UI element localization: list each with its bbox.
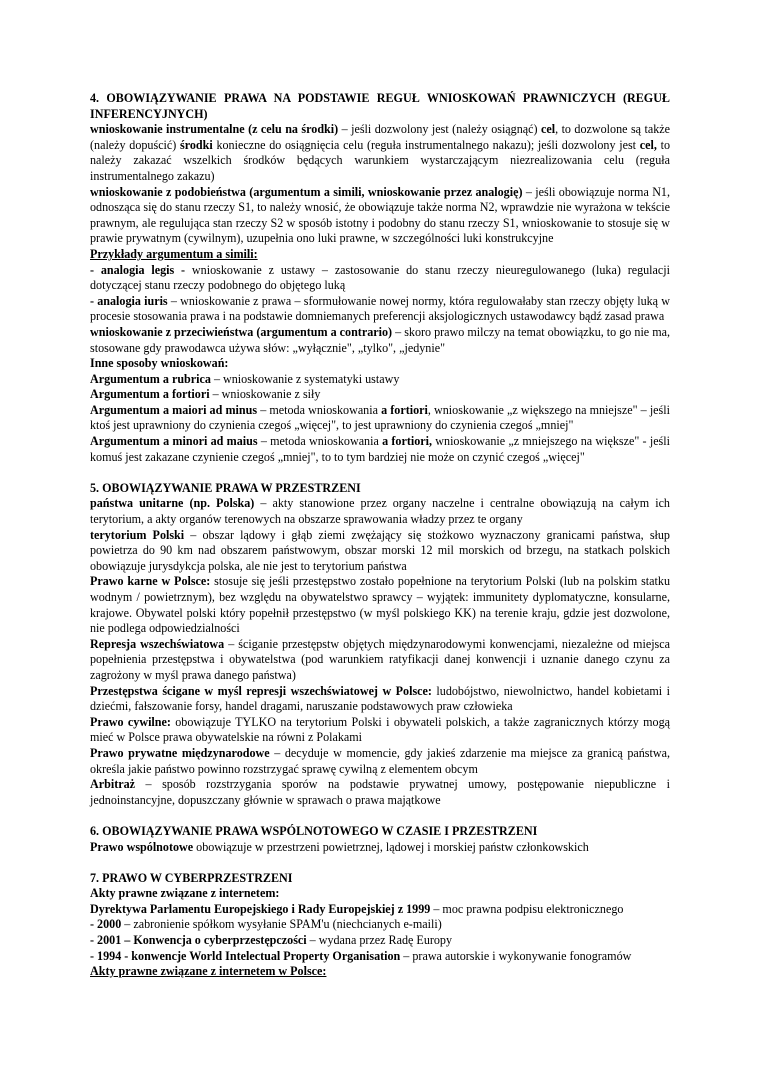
paragraph-arbitraz: Arbitraż – sposób rozstrzygania sporów na podstawie prywatnej umowy, postępowanie niepubliczne i jednoinstancyjne, dopuszczany głównie w sprawach o prawa majątkowe — [90, 777, 670, 807]
section-4-heading: 4. OBOWIĄZYWANIE PRAWA NA PODSTAWIE REGUŁ WNIOSKOWAŃ PRAWNICZYCH (REGUŁ INFERENCYJNYCH) — [90, 91, 670, 121]
paragraph-prawo-cywilne: Prawo cywilne: obowiązuje TYLKO na terytorium Polski i obywateli polskich, a także zagranicznych którzy mogą mieć w Polsce prawa obywatelskie na równi z Polakami — [90, 714, 670, 745]
other-methods-heading: Inne sposoby wnioskowań: — [90, 356, 229, 371]
term: Prawo prywatne międzynarodowe — [90, 745, 270, 760]
term: Argumentum a minori ad maius — [90, 434, 258, 449]
paragraph-prawo-prywatne: Prawo prywatne międzynarodowe – decyduje w momencie, gdy jakieś zdarzenie ma miejsce za granicą państwa, określa jakie państwo powinno rozstrzygać sprawę cywilną z elementem obcym — [90, 745, 670, 776]
paragraph-1994: - 1994 - konwencje World Intelectual Property Organisation – prawa autorskie i wykonywanie fonogramów — [90, 948, 632, 963]
section-spacer — [90, 808, 670, 824]
examples-heading: Przykłady argumentum a simili: — [90, 246, 258, 261]
paragraph-unitarne: państwa unitarne (np. Polska) – akty stanowione przez organy naczelne i centralne obowiązują na całym ich terytorium, a akty organów terenowych na obszarze sprawowania władzy przez te organy — [90, 496, 670, 527]
paragraph-2000: - 2000 – zabronienie spółkom wysyłanie SPAM'u (niechcianych e-maili) — [90, 917, 442, 932]
internet-acts-heading: Akty prawne związane z internetem: — [90, 886, 280, 901]
paragraph-fortiori: Argumentum a fortiori – wnioskowanie z siły — [90, 387, 321, 402]
paragraph-analogia-iuris: - analogia iuris – wnioskowanie z prawa – sformułowanie nowej normy, która regulowałaby stan rzeczy objęty luką w procesie stosowania prawa i na podstawie domniemanych preferencji aksjologicznych ustawodawcy bądź zasad prawa — [90, 293, 670, 324]
term: terytorium Polski — [90, 527, 185, 542]
section-spacer — [90, 855, 670, 871]
paragraph-represja: Represja wszechświatowa – ściganie przestępstw objętych międzynarodowymi konwencjami, niezależne od miejsca popełnienia przestępstwa i obywatelstwa (pod warunkiem ratyfikacji danej konwencji i uznanie danego czynu za zagrożony w myśl prawa danego państwa) — [90, 636, 670, 682]
term: Arbitraż — [90, 777, 135, 792]
paragraph-terytorium: terytorium Polski – obszar lądowy i głąb ziemi zwężający się stożkowo wyznaczony granicami państwa, słup powietrza do 90 km nad obszarem państwowym, obszar morski 12 mil morskich od brzegu, na statkach polskich obowiązuje jurysdykcja polska, ale nie jest to terytorium państwa — [90, 527, 670, 573]
paragraph-analogia-legis: - analogia legis - wnioskowanie z ustawy – zastosowanie do stanu rzeczy nieuregulowanego (luka) regulacji dotyczącej stanu rzeczy podobnego do objętego luką — [90, 262, 670, 293]
term: - 1994 - konwencje World Intelectual Property Organisation — [90, 948, 401, 963]
section-5-heading: 5. OBOWIĄZYWANIE PRAWA W PRZESTRZENI — [90, 480, 361, 495]
term: Argumentum a rubrica — [90, 371, 211, 386]
section-6-heading: 6. OBOWIĄZYWANIE PRAWA WSPÓLNOTOWEGO W CZASIE I PRZESTRZENI — [90, 823, 538, 838]
term: wnioskowanie instrumentalne (z celu na środki) — [90, 122, 339, 137]
paragraph-rubrica: Argumentum a rubrica – wnioskowanie z systematyki ustawy — [90, 371, 400, 386]
term: Argumentum a maiori ad minus — [90, 402, 258, 417]
term: Represja wszechświatowa — [90, 636, 225, 651]
document-page — [90, 91, 670, 980]
term: Argumentum a fortiori — [90, 387, 210, 402]
term: - analogia legis - — [90, 262, 186, 277]
section-spacer — [90, 465, 670, 481]
paragraph-maiori: Argumentum a maiori ad minus – metoda wnioskowania a fortiori, wnioskowanie „z większego na mniejsze" – jeśli ktoś jest uprawniony do czynienia czegoś „więcej", to jest uprawniony do czynienia czegoś „mniej" — [90, 402, 670, 433]
paragraph-prawo-karne: Prawo karne w Polsce: stosuje się jeśli przestępstwo zostało popełnione na terytorium Polski (lub na polskim statku wodnym / powietrznym), bez względu na obywatelstwo sprawcy – wyjątek: immunitety dyplomatyczne, konsularne, krajowe. Obywatel polski który popełnił przestępstwo (w myśl polskiego KK) na terenie kraju, gdzie jest dozwolone, nie podlega odpowiedzialności — [90, 574, 670, 636]
paragraph-contrario: wnioskowanie z przeciwieństwa (argumentum a contrario) – skoro prawo milczy na temat obowiązku, to go nie ma, stosowane gdy prawodawca używa słów: „wyłącznie", „tylko", „jedynie" — [90, 324, 671, 355]
paragraph-simili: wnioskowanie z podobieństwa (argumentum a simili, wnioskowanie przez analogię) – jeśli obowiązuje norma N1, odnosząca się do stanu rzeczy S1, to należy wnosić, że obowiązuje także norma N2, wprawdzie nie wyrażona w tekście prawnym, ale regulująca stan rzeczy S2 w sposób istotny i podobny do stanu rzeczy S1, wnioskowanie to stosuje się w prawie prywatnym (cywilnym), uzupełnia ono luki prawne, w szczególności luki konstrukcyjne — [90, 184, 670, 246]
paragraph-instrumental: wnioskowanie instrumentalne (z celu na środki) – jeśli dozwolony jest (należy osiągnąć) cel, to dozwolone są także (należy dopuścić) środki konieczne do osiągnięcia celu (reguła instrumentalnego nakazu); jeśli dozwolony jest cel, to należy zakazać wszelkich środków będących warunkiem wystarczającym niezrealizowania celu (reguła instrumentalnego zakazu) — [90, 122, 670, 183]
term: - analogia iuris — [90, 293, 168, 308]
polish-internet-acts-heading: Akty prawne związane z internetem w Polsce: — [90, 964, 327, 979]
paragraph-minori: Argumentum a minori ad maius – metoda wnioskowania a fortiori, wnioskowanie „z mniejszego na większe" - jeśli komuś jest zakazane czynienie czegoś „mniej", to to tym bardziej nie może on czynić czegoś „więcej" — [90, 434, 670, 464]
term: Dyrektywa Parlamentu Europejskiego i Rady Europejskiej z 1999 — [90, 901, 431, 916]
term: wnioskowanie z podobieństwa (argumentum a simili, wnioskowanie przez analogię) — [90, 184, 523, 199]
paragraph-przestepstwa: Przestępstwa ścigane w myśl represji wszechświatowej w Polsce: ludobójstwo, niewolnictwo, handel kobietami i dziećmi, fałszowanie forsy, handel dragami, naruszanie podstawowych praw człowieka — [90, 683, 670, 714]
term: wnioskowanie z przeciwieństwa (argumentum a contrario) — [90, 324, 393, 339]
section-7-heading: 7. PRAWO W CYBERPRZESTRZENI — [90, 870, 293, 885]
paragraph-dyrektywa: Dyrektywa Parlamentu Europejskiego i Rady Europejskiej z 1999 – moc prawna podpisu elektronicznego — [90, 901, 624, 916]
term: Prawo wspólnotowe — [90, 839, 194, 854]
term: Prawo cywilne: — [90, 714, 171, 729]
term: - 2000 — [90, 917, 122, 932]
term: - 2001 – Konwencja o cyberprzestępczości — [90, 933, 307, 948]
paragraph-wspolnotowe: Prawo wspólnotowe obowiązuje w przestrzeni powietrznej, lądowej i morskiej państw członkowskich — [90, 839, 589, 854]
term: Prawo karne w Polsce: — [90, 574, 211, 589]
term: Przestępstwa ścigane w myśl represji wszechświatowej w Polsce: — [90, 683, 432, 698]
paragraph-2001: - 2001 – Konwencja o cyberprzestępczości – wydana przez Radę Europy — [90, 933, 453, 948]
term: państwa unitarne (np. Polska) — [90, 496, 255, 511]
